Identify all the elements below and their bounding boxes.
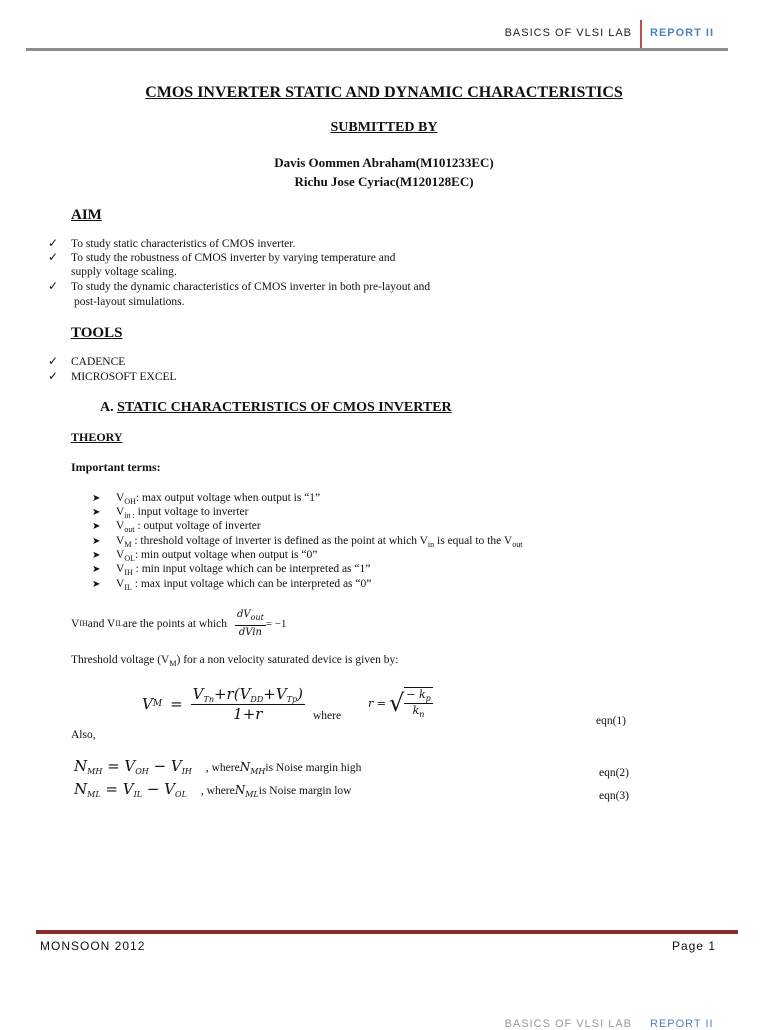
arrow-bullet-icon: ➤ [92,521,101,532]
eqn1-label: eqn(1) [596,715,627,727]
tool-item-2: MICROSOFT EXCEL [71,371,177,383]
term-vin: ➤ $V_{in :}$ input voltage to inverter [92,506,249,520]
derivative-fraction: $\frac{dV_{out}}{\text{dVin}}$ [237,609,264,638]
arrow-bullet-icon: ➤ [92,493,101,504]
r-definition: r = √ $\frac{- k_p}{k_n}$ [368,688,431,719]
check-icon: ✓ [48,236,59,250]
aim-item-1: To study static characteristics of CMOS inverter. [71,238,296,250]
next-page-header-left: BASICS OF VLSI LAB [504,1018,632,1030]
footer-rule [36,930,738,934]
check-icon: ✓ [48,369,59,383]
author-1: Davis Oommen Abraham(M101233EC) [274,155,494,170]
eq1-where: where [313,710,342,722]
eqn3-label: eqn(3) [599,790,630,802]
submitted-by: SUBMITTED BY [330,120,438,135]
next-page-header-right: REPORT II [650,1018,714,1030]
threshold-statement: Threshold voltage $(V_M)$ for a non velocity saturated device is given by: [71,654,399,668]
term-vih: ➤ $V_{IH}$ : min input voltage which can be interpreted as “1” [92,563,371,577]
also-text: Also, [71,729,96,741]
term-vm: ➤ $V_M$ : threshold voltage of inverter is defined as the point at which $V_{in}$ is equal to the $V_{out}$ [92,535,523,549]
equation-2: $N_{MH} = V_{OH} - V_{IH}$ , where $N_{MH}$ is Noise margin high [74,757,362,776]
term-vout: ➤ $V_{out}$ : output voltage of inverter [92,520,261,534]
aim-item-3: To study the dynamic characteristics of CMOS inverter in both pre-layout and [71,281,431,293]
header-left: BASICS OF VLSI LAB [504,27,632,39]
arrow-bullet-icon: ➤ [92,536,101,547]
arrow-bullet-icon: ➤ [92,550,101,561]
equation-1: V M = $\frac{V_{Tn}+r(V_{DD}+V_{Tp})}{1+r}$ [142,685,303,723]
check-icon: ✓ [48,279,59,293]
section-a-title: STATIC CHARACTERISTICS OF CMOS INVERTER [117,400,452,415]
header-rule [26,48,728,51]
footer-left: MONSOON 2012 [40,939,146,953]
author-2: Richu Jose Cyriac(M120128EC) [294,174,474,189]
arrow-bullet-icon: ➤ [92,564,101,575]
important-terms: Important terms: [71,460,161,474]
section-a-heading [100,400,452,416]
aim-item-2: To study the robustness of CMOS inverter by varying temperature and [71,252,396,264]
eqn2-label: eqn(2) [599,767,630,779]
tools-heading: TOOLS [71,325,123,341]
equation-3: $N_{ML} = V_{IL} - V_{OL}$ , where $N_{ML}$ is Noise margin low [74,780,352,799]
page-title: CMOS INVERTER STATIC AND DYNAMIC CHARACTERISTICS [145,84,623,101]
aim-item-2-cont: supply voltage scaling. [71,266,177,278]
header-separator [640,20,642,48]
section-a-prefix: A. [100,400,118,415]
check-icon: ✓ [48,354,59,368]
header-right: REPORT II [650,27,715,39]
term-vil: ➤ $V_{IL}$ : max input voltage which can be interpreted as “0” [92,578,372,592]
check-icon: ✓ [48,250,59,264]
eq1-fraction: $\frac{V_{Tn}+r(V_{DD}+V_{Tp})}{1+r}$ [192,685,303,723]
arrow-bullet-icon: ➤ [92,579,101,590]
term-voh: ➤ $V_{OH}$: max output voltage when output is “1” [92,492,321,506]
arrow-bullet-icon: ➤ [92,507,101,518]
term-vol: ➤ $V_{OL}$: min output voltage when output is “0” [92,549,318,563]
theory-heading: THEORY [71,430,123,444]
footer-page-number: Page 1 [671,939,716,953]
aim-item-3-cont: post-layout simulations. [74,296,185,308]
sqrt-icon: √ [388,689,405,717]
tool-item-1: CADENCE [71,356,126,368]
aim-heading: AIM [71,207,102,223]
vih-vil-statement: V IH and V IL are the points at which $\frac{dV_{out}}{\text{dVin}}$ = −1 [71,609,287,638]
